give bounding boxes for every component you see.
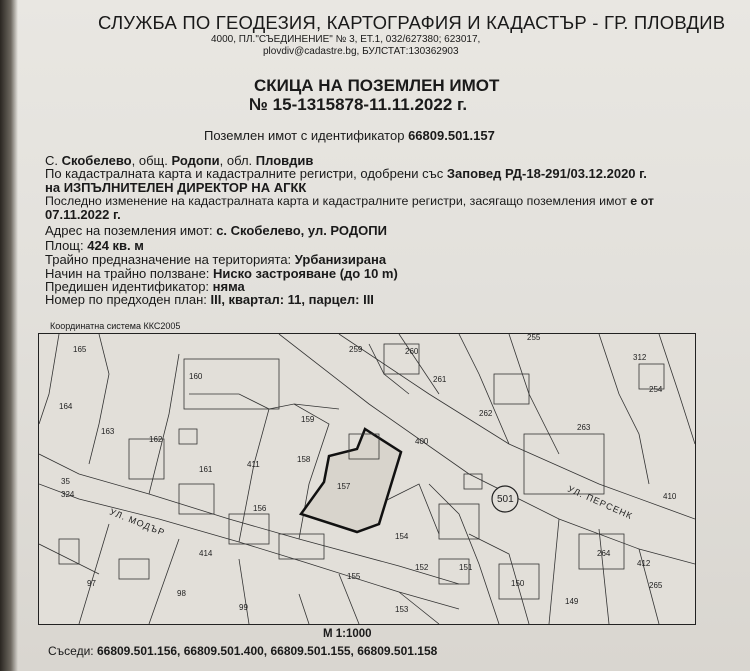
building-162 [129,439,164,479]
prev-plan-label: Номер по предходен план: [45,292,207,307]
label-163: 163 [101,427,115,436]
last-change-label: Последно изменение на кадастралната карта и кадастралните регистри, засягащо поземления имот [45,194,627,208]
location-prefix: С. [45,153,58,168]
neighbors-label: Съседи: [48,644,94,658]
street-modar: УЛ. МОДЪР [108,506,167,538]
label-254: 254 [649,385,663,394]
map-scale: М 1:1000 [323,628,372,640]
location-municipality: Родопи [171,153,220,168]
label-161: 161 [199,465,213,474]
coordinate-system: Координатна система ККС2005 [50,321,181,331]
building-97 [119,559,149,579]
label-149: 149 [565,597,579,606]
label-159: 159 [301,415,315,424]
label-157: 157 [337,482,351,491]
label-156: 156 [253,504,267,513]
page-edge-shadow [0,0,18,671]
street-persenk: УЛ. ПЕРСЕНК [566,483,635,522]
approval-order: Заповед РД-18-291/03.12.2020 г. [446,166,647,181]
purpose-line [45,253,386,266]
approval-line [45,167,647,180]
building-414 [279,534,324,559]
label-255: 255 [527,334,541,342]
location-municipality-label: , общ. [131,153,168,168]
label-162: 162 [149,435,163,444]
last-change-date: 07.11.2022 г. [45,207,121,222]
label-152: 152 [415,563,429,572]
building-154 [439,504,479,539]
address-value: с. Скобелево, ул. РОДОПИ [216,223,387,238]
label-414: 414 [199,549,213,558]
label-501: 501 [497,494,514,505]
purpose-label: Трайно предназначение на територията: [45,252,292,267]
prev-id-label: Предишен идентификатор: [45,279,210,294]
building-263 [524,434,604,494]
address-label: Адрес на поземления имот: [45,223,213,238]
label-97: 97 [87,579,96,588]
label-260: 260 [405,347,419,356]
prev-plan-line [45,293,374,306]
prev-plan-value: III, квартал: 11, парцел: III [210,292,374,307]
label-412: 412 [637,559,651,568]
prev-id-value: няма [212,279,245,294]
document-title: СКИЦА НА ПОЗЕМЛЕН ИМОТ [254,76,500,95]
approval-authority: на ИЗПЪЛНИТЕЛЕН ДИРЕКТОР НА АГКК [45,180,307,195]
label-259: 259 [349,345,363,354]
label-99: 99 [239,603,248,612]
label-150: 150 [511,579,525,588]
label-151: 151 [459,563,473,572]
last-change-date-line [45,208,121,221]
label-411: 411 [247,460,260,469]
area-label: Площ: [45,238,84,253]
identifier-label: Поземлен имот с идентификатор [204,128,405,143]
location-region: Пловдив [255,153,314,168]
subject-parcel-157 [301,429,401,532]
label-158: 158 [297,455,311,464]
use-label: Начин на трайно ползване: [45,266,210,281]
building-161a [179,429,197,444]
address-line [45,224,387,237]
neighbors-list: 66809.501.156, 66809.501.400, 66809.501.155, 66809.501.158 [96,644,438,658]
approval-label: По кадастралната карта и кадастралните регистри, одобрени със [45,166,444,181]
last-change-line [45,195,654,207]
building-161b [179,484,214,514]
label-400: 400 [415,437,429,446]
identifier-value: 66809.501.157 [408,128,495,143]
label-263: 263 [577,423,591,432]
cadastral-map [38,333,696,625]
building-160 [184,359,279,409]
agency-contact: plovdiv@cadastre.bg, БУЛСТАТ:130362903 [263,46,459,57]
label-261: 261 [433,375,447,384]
label-154: 154 [395,532,409,541]
label-264: 264 [597,549,611,558]
agency-address: 4000, ПЛ."СЪЕДИНЕНИЕ" № 3, ЕТ.1, 032/627380; 623017, [211,34,481,45]
label-410: 410 [663,492,677,501]
document-number: № 15-1315878-11.11.2022 г. [249,95,468,114]
label-265: 265 [649,581,663,590]
approval-by [45,181,306,194]
area-line [45,239,144,252]
last-change-prefix: е от [630,194,654,208]
label-262: 262 [479,409,493,418]
area-value: 424 кв. м [87,238,144,253]
label-153: 153 [395,605,409,614]
use-value: Ниско застрояване (до 10 m) [213,266,398,281]
label-155: 155 [347,572,361,581]
location-region-label: , обл. [219,153,253,168]
building-324 [59,539,79,564]
label-98: 98 [177,589,186,598]
label-165: 165 [73,345,87,354]
label-312: 312 [633,353,647,362]
label-35: 35 [61,477,70,486]
cadastral-map-drawing [39,334,695,624]
neighbors-line [48,645,437,657]
agency-name: СЛУЖБА ПО ГЕОДЕЗИЯ, КАРТОГРАФИЯ И КАДАСТЪР - ГР. ПЛОВДИВ [98,12,726,33]
label-164: 164 [59,402,73,411]
purpose-value: Урбанизирана [294,252,387,267]
label-324: 324 [61,490,75,499]
identifier-line [204,129,495,142]
label-160: 160 [189,372,203,381]
location-village: Скобелево [61,153,132,168]
